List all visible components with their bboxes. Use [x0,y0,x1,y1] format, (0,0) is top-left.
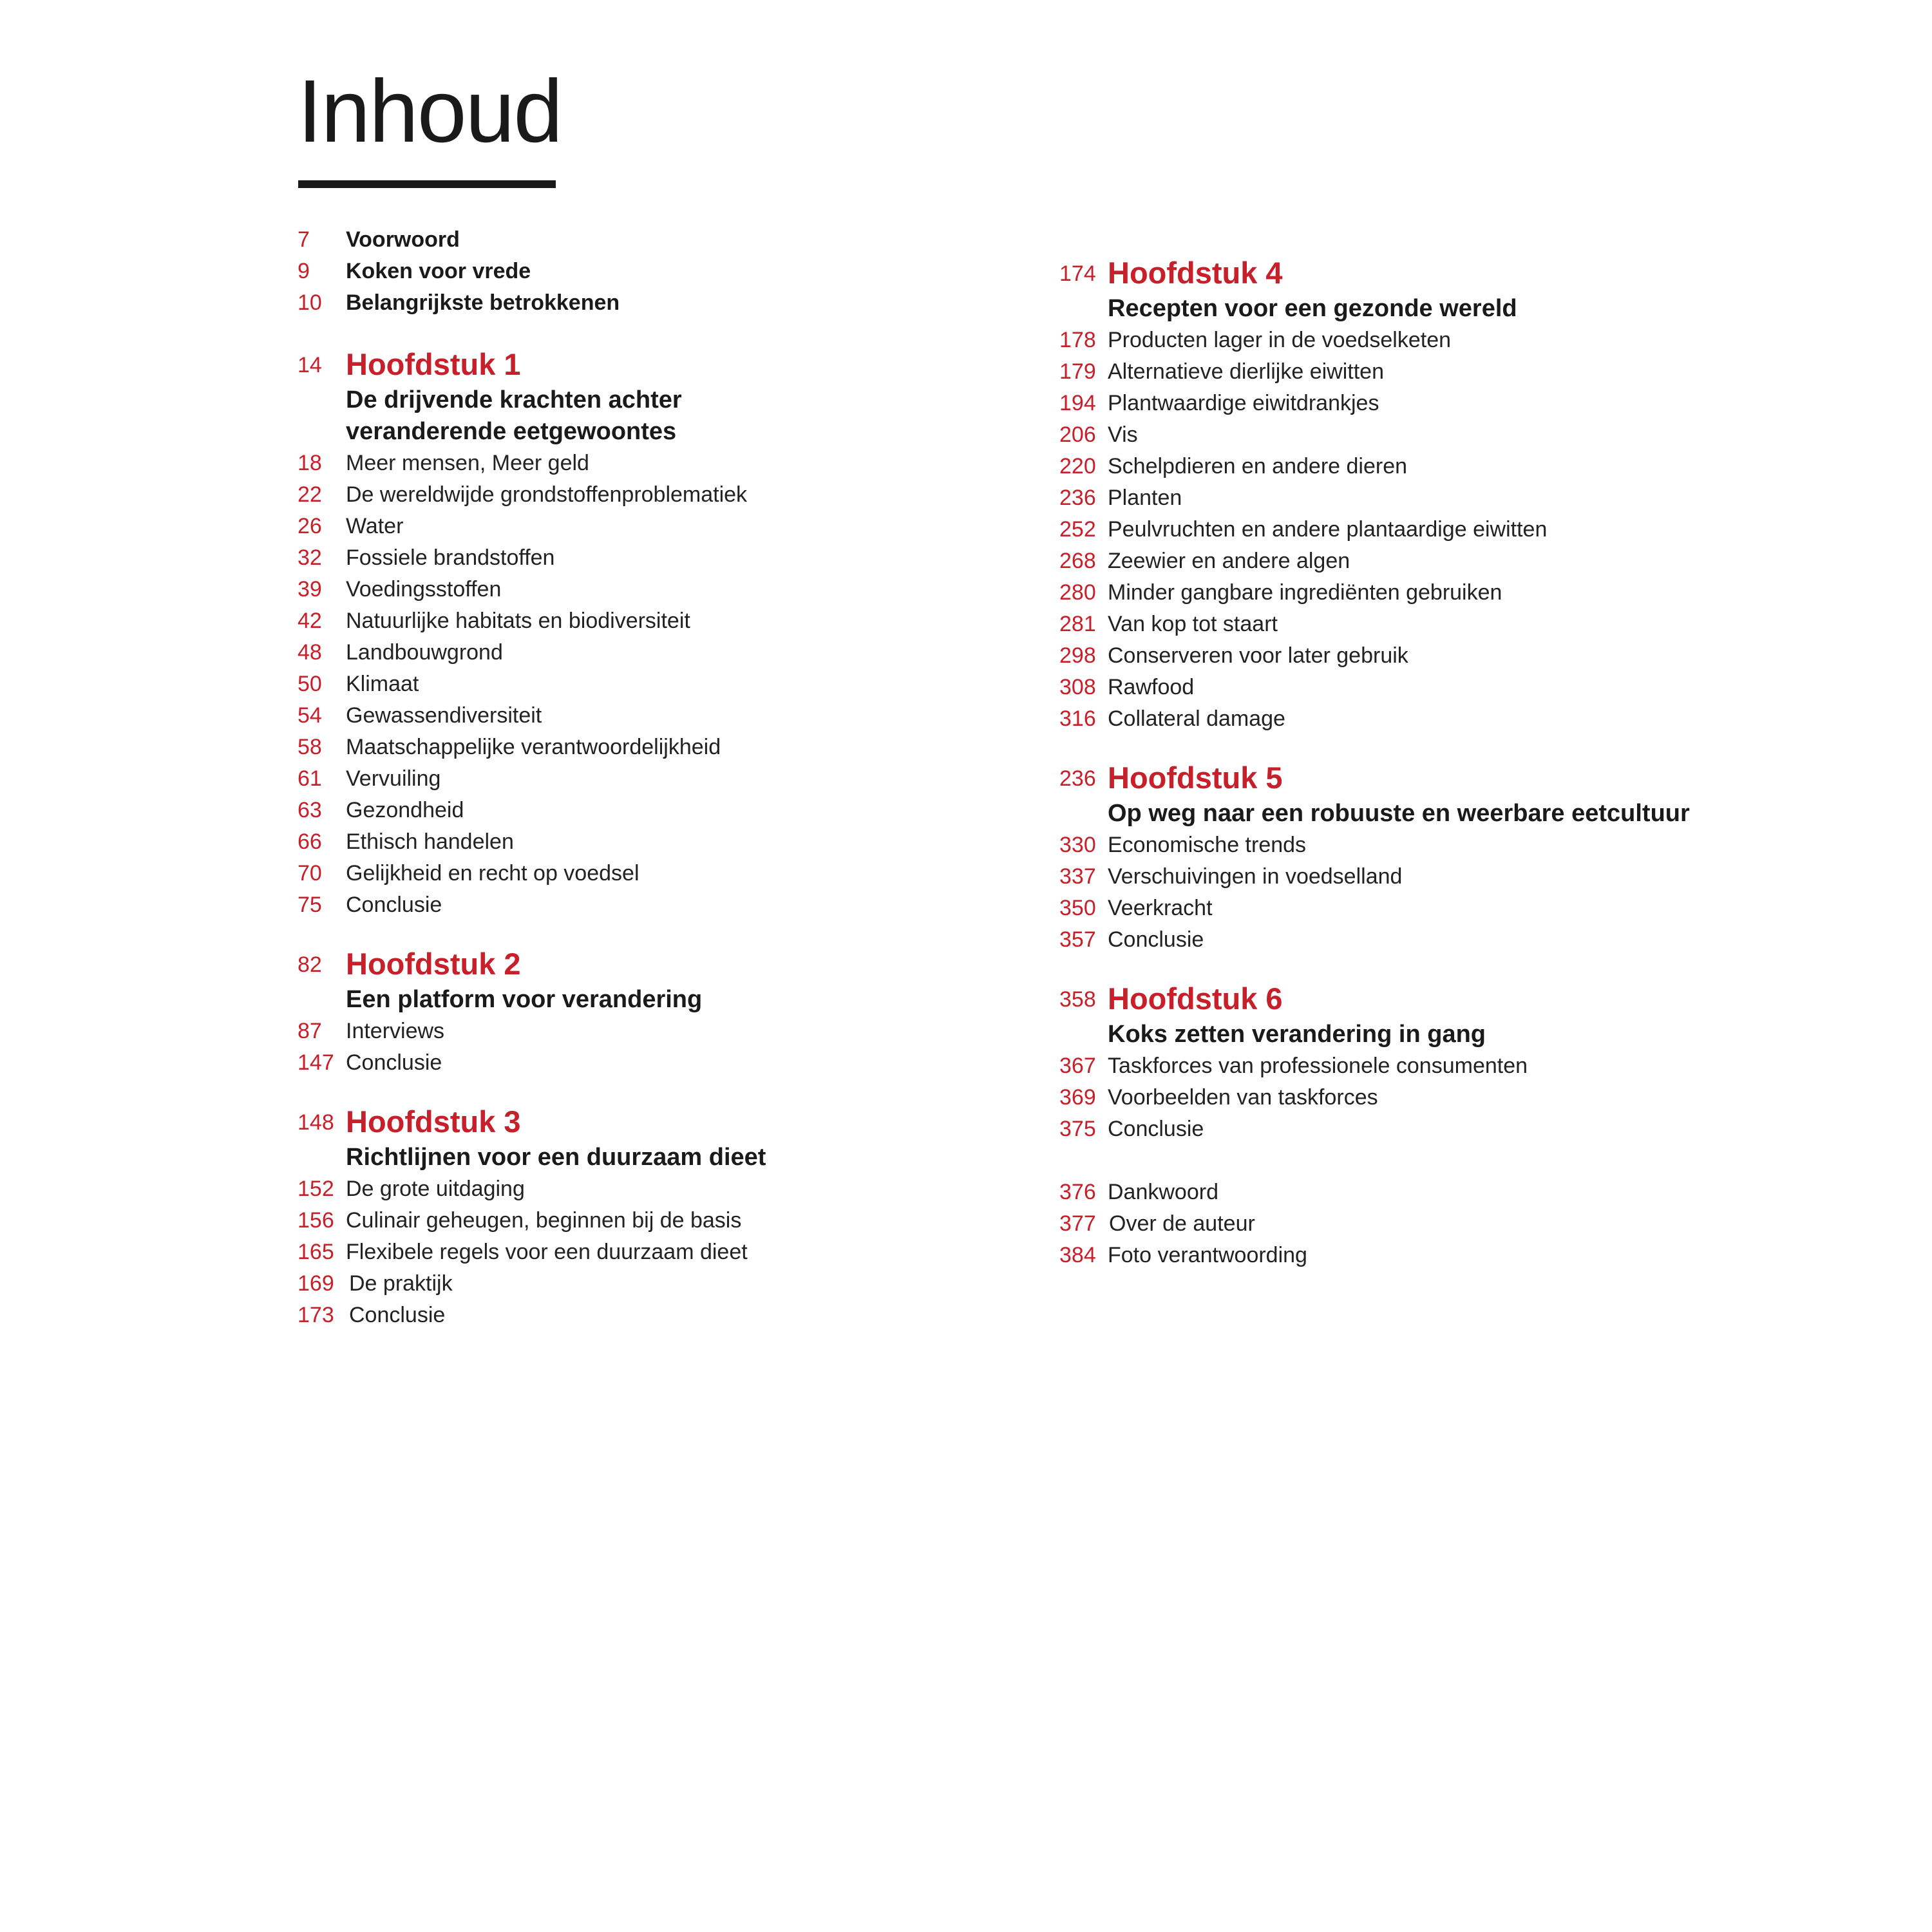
toc-entry[interactable] [1059,482,1832,514]
toc-entry[interactable] [298,511,1070,542]
entry-label: Gelijkheid en recht op voedsel [346,861,639,886]
entry-label: Koken voor vrede [346,259,531,283]
entry-label: Conclusie [349,1303,446,1327]
page-number: 206 [1059,422,1096,447]
entry-label: Conclusie [1108,1117,1204,1141]
toc-entry[interactable] [298,1016,1070,1047]
page-number: 32 [298,545,322,570]
page-number: 376 [1059,1180,1096,1204]
toc-entry[interactable] [1059,419,1832,451]
toc-entry[interactable] [1059,1050,1832,1082]
toc-entry[interactable] [298,1268,1070,1300]
page-number: 26 [298,514,322,538]
toc-entry[interactable] [298,795,1070,826]
toc-entry[interactable] [298,826,1070,858]
page-number: 70 [298,861,322,886]
entry-label: Voorwoord [346,227,460,252]
toc-entry[interactable] [298,605,1070,637]
page-number: 308 [1059,675,1096,699]
entry-label: Ethisch handelen [346,829,514,854]
chapter-2 [298,944,1070,1079]
entry-label: Conclusie [346,1050,442,1075]
page-number: 298 [1059,643,1096,668]
entry-label: Klimaat [346,672,419,696]
page-number: 14 [298,353,322,377]
chapter-title: Hoofdstuk 6 [1108,981,1283,1016]
toc-entry-voorwoord[interactable] [298,224,1070,256]
entry-label: Planten [1108,486,1182,510]
page-number: 48 [298,640,322,665]
toc-entry[interactable] [1059,703,1832,735]
page-number: 169 [298,1271,334,1296]
toc-entry[interactable] [298,637,1070,668]
chapter-title: Hoofdstuk 4 [1108,256,1283,290]
entry-label: Interviews [346,1019,445,1043]
toc-entry[interactable] [298,1205,1070,1236]
page-number: 58 [298,735,322,759]
toc-entry[interactable] [1059,640,1832,672]
entry-label: Meer mensen, Meer geld [346,451,589,475]
chapter-subtitle: Richtlijnen voor een duurzaam dieet [346,1144,766,1171]
page-number: 147 [298,1050,334,1075]
page-number: 165 [298,1240,334,1264]
entry-label: Gezondheid [346,798,464,822]
entry-label: Dankwoord [1108,1180,1218,1204]
chapter-subtitle: Koks zetten verandering in gang [1108,1021,1486,1048]
page-number: 87 [298,1019,322,1043]
page-number: 7 [298,227,310,252]
entry-label: Schelpdieren en andere dieren [1108,454,1408,478]
page-number: 377 [1059,1211,1096,1236]
chapter-subtitle: Op weg naar een robuuste en weerbare eetcultuur [1108,800,1690,827]
page-number: 9 [298,259,310,283]
page-number: 10 [298,290,322,315]
page-number: 268 [1059,549,1096,573]
page-number: 337 [1059,864,1096,889]
entry-label: Peulvruchten en andere plantaardige eiwitten [1108,517,1548,542]
entry-label: Natuurlijke habitats en biodiversiteit [346,609,690,633]
entry-label: Taskforces van professionele consumenten [1108,1054,1528,1078]
toc-entry[interactable] [1059,388,1832,419]
page-number: 63 [298,798,322,822]
page-title: Inhoud [298,62,562,161]
page-number: 194 [1059,391,1096,415]
page-number: 220 [1059,454,1096,478]
chapter-subtitle: veranderende eetgewoontes [346,418,677,445]
page-number: 18 [298,451,322,475]
entry-label: Foto verantwoording [1108,1243,1307,1267]
toc-entry[interactable] [298,1236,1070,1268]
toc-entry[interactable] [298,448,1070,479]
entry-label: Over de auteur [1109,1211,1255,1236]
chapter-title: Hoofdstuk 3 [346,1104,521,1139]
entry-label: De wereldwijde grondstoffenproblematiek [346,482,748,507]
page-number: 61 [298,766,322,791]
page-number: 330 [1059,833,1096,857]
entry-label: Voorbeelden van taskforces [1108,1085,1378,1110]
entry-label: Conclusie [1108,927,1204,952]
toc-entry[interactable] [1059,1113,1832,1145]
page-number: 178 [1059,328,1096,352]
title-underline [298,180,556,188]
entry-label: Culinair geheugen, beginnen bij de basis [346,1208,742,1233]
entry-label: Conclusie [346,893,442,917]
page-number: 384 [1059,1243,1096,1267]
entry-label: Landbouwgrond [346,640,503,665]
chapter-6 [1059,979,1832,1145]
entry-label: Vervuiling [346,766,441,791]
page-number: 358 [1059,987,1096,1012]
page-number: 369 [1059,1085,1096,1110]
entry-label: Alternatieve dierlijke eiwitten [1108,359,1384,384]
entry-label: De praktijk [349,1271,453,1296]
toc-entry[interactable] [1059,893,1832,924]
page-number: 42 [298,609,322,633]
page-number: 375 [1059,1117,1096,1141]
toc-entry[interactable] [298,479,1070,511]
page-number: 54 [298,703,322,728]
page-number: 236 [1059,486,1096,510]
toc-entry-betrokkenen[interactable] [298,287,1070,319]
entry-label: Vis [1108,422,1138,447]
entry-label: Flexibele regels voor een duurzaam dieet [346,1240,748,1264]
toc-entry[interactable] [1059,1082,1832,1113]
chapter-4 [1059,253,1832,735]
page-number: 316 [1059,706,1096,731]
entry-label: Maatschappelijke verantwoordelijkheid [346,735,721,759]
chapter-title: Hoofdstuk 2 [346,947,521,981]
page-number: 82 [298,952,322,977]
toc-entry[interactable] [1059,829,1832,861]
entry-label: Economische trends [1108,833,1307,857]
page-number: 174 [1059,261,1096,286]
toc-entry[interactable] [298,542,1070,574]
chapter-3-heading[interactable] [298,1102,1070,1142]
toc-entry[interactable] [1059,924,1832,956]
page-number: 39 [298,577,322,601]
entry-label: Minder gangbare ingrediënten gebruiken [1108,580,1502,605]
toc-entry-foto-verantwoording[interactable] [1059,1240,1832,1271]
entry-label: Collateral damage [1108,706,1285,731]
toc-right-column [1059,253,1832,1271]
entry-label: Gewassendiversiteit [346,703,542,728]
entry-label: Zeewier en andere algen [1108,549,1350,573]
entry-label: Producten lager in de voedselketen [1108,328,1452,352]
page-number: 75 [298,893,322,917]
toc-entry-over-de-auteur[interactable] [1059,1208,1832,1240]
page-number: 236 [1059,766,1096,791]
toc-entry[interactable] [298,668,1070,700]
toc-entry[interactable] [298,1300,1070,1331]
chapter-1 [298,345,1070,921]
chapter-6-heading[interactable] [1059,979,1832,1019]
entry-label: Voedingsstoffen [346,577,502,601]
toc-entry[interactable] [298,1047,1070,1079]
chapter-title: Hoofdstuk 5 [1108,761,1283,795]
toc-entry[interactable] [1059,672,1832,703]
page-number: 66 [298,829,322,854]
entry-label: Conserveren voor later gebruik [1108,643,1408,668]
page-number: 252 [1059,517,1096,542]
entry-label: Fossiele brandstoffen [346,545,555,570]
chapter-5 [1059,758,1832,956]
chapter-3 [298,1102,1070,1331]
page-number: 156 [298,1208,334,1233]
page-number: 152 [298,1177,334,1201]
chapter-subtitle: Recepten voor een gezonde wereld [1108,295,1517,322]
toc-entry[interactable] [298,732,1070,763]
page-number: 148 [298,1110,334,1135]
toc-entry[interactable] [1059,451,1832,482]
toc-entry[interactable] [1059,356,1832,388]
page-number: 22 [298,482,322,507]
chapter-title: Hoofdstuk 1 [346,347,521,381]
toc-entry-koken-voor-vrede[interactable] [298,256,1070,287]
toc-entry[interactable] [298,763,1070,795]
entry-label: De grote uitdaging [346,1177,525,1201]
chapter-subtitle: Een platform voor verandering [346,986,703,1013]
entry-label: Plantwaardige eiwitdrankjes [1108,391,1379,415]
toc-entry[interactable] [1059,545,1832,577]
toc-entry[interactable] [298,889,1070,921]
entry-label: Rawfood [1108,675,1195,699]
entry-label: Van kop tot staart [1108,612,1278,636]
page-number: 280 [1059,580,1096,605]
entry-label: Belangrijkste betrokkenen [346,290,620,315]
page-number: 367 [1059,1054,1096,1078]
toc-entry[interactable] [298,574,1070,605]
toc-entry[interactable] [298,858,1070,889]
entry-label: Verschuivingen in voedselland [1108,864,1403,889]
chapter-2-heading[interactable] [298,944,1070,984]
toc-entry[interactable] [1059,609,1832,640]
entry-label: Veerkracht [1108,896,1213,920]
toc-entry[interactable] [298,1173,1070,1205]
page-number: 173 [298,1303,334,1327]
toc-entry-dankwoord[interactable] [1059,1177,1832,1208]
page-number: 350 [1059,896,1096,920]
toc-left-column [298,224,1070,1331]
chapter-subtitle: De drijvende krachten achter [346,386,682,413]
page-number: 179 [1059,359,1096,384]
page-number: 357 [1059,927,1096,952]
toc-entry[interactable] [1059,861,1832,893]
toc-entry[interactable] [1059,514,1832,545]
chapter-5-heading[interactable] [1059,758,1832,798]
entry-label: Water [346,514,404,538]
toc-entry[interactable] [1059,577,1832,609]
toc-entry[interactable] [298,700,1070,732]
toc-entry[interactable] [1059,325,1832,356]
chapter-1-heading[interactable] [298,345,1070,384]
page-number: 281 [1059,612,1096,636]
page-number: 50 [298,672,322,696]
chapter-4-heading[interactable] [1059,253,1832,293]
